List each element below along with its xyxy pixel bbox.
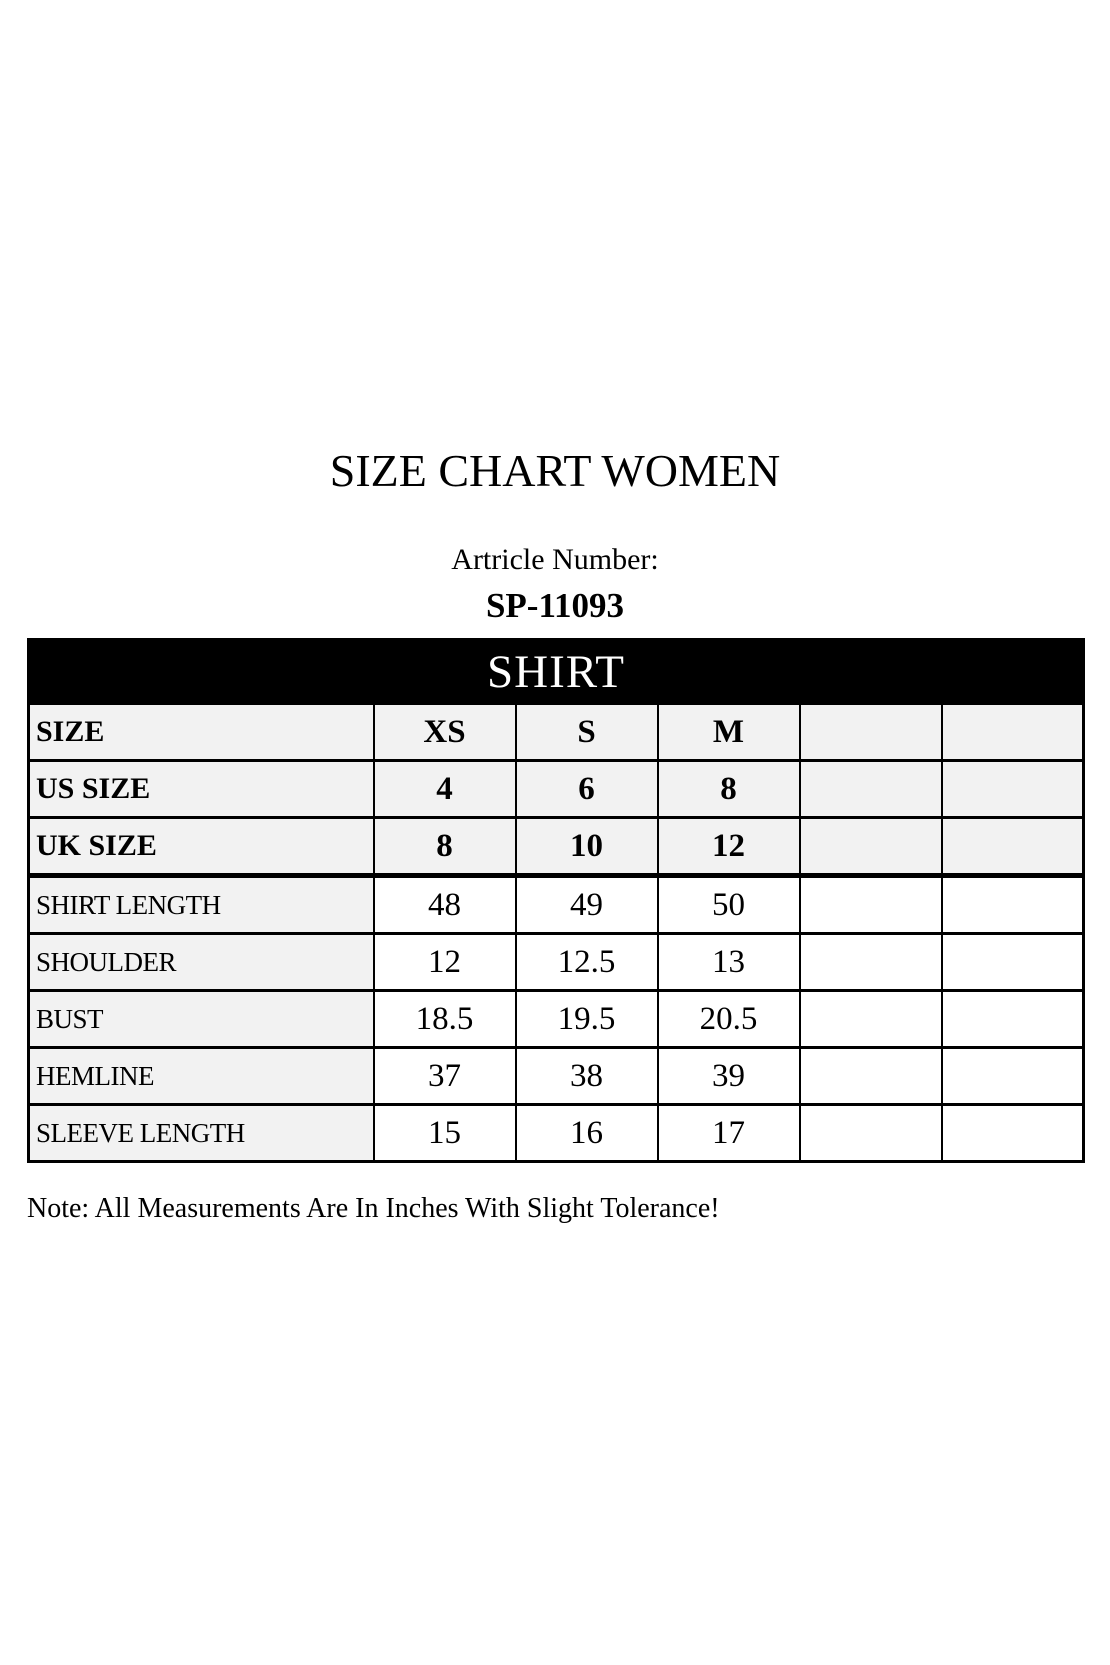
value-cell: M	[658, 704, 800, 761]
empty-cell	[800, 1105, 942, 1162]
table-row-shoulder	[29, 934, 1084, 991]
value-cell: 49	[516, 876, 658, 934]
value-cell: 12	[658, 818, 800, 876]
row-label: SHIRT LENGTH	[29, 876, 374, 934]
row-label: HEMLINE	[29, 1048, 374, 1105]
empty-cell	[800, 761, 942, 818]
size-chart-table	[27, 638, 1085, 1163]
empty-cell	[942, 761, 1084, 818]
value-cell: 8	[658, 761, 800, 818]
empty-cell	[942, 1048, 1084, 1105]
row-label: SIZE	[29, 704, 374, 761]
table-title: SHIRT	[29, 640, 1084, 704]
empty-cell	[942, 1105, 1084, 1162]
value-cell: 38	[516, 1048, 658, 1105]
empty-cell	[800, 991, 942, 1048]
value-cell: 6	[516, 761, 658, 818]
row-label: UK SIZE	[29, 818, 374, 876]
table-row-hemline	[29, 1048, 1084, 1105]
row-label: BUST	[29, 991, 374, 1048]
article-number-value: SP-11093	[485, 586, 625, 625]
table-row-us-size	[29, 761, 1084, 818]
table-row-uk-size	[29, 818, 1084, 876]
value-cell: 13	[658, 934, 800, 991]
table-banner-row	[29, 640, 1084, 704]
value-cell: 20.5	[658, 991, 800, 1048]
table-row-sleeve-length	[29, 1105, 1084, 1162]
value-cell: 12	[374, 934, 516, 991]
value-cell: 50	[658, 876, 800, 934]
empty-cell	[942, 876, 1084, 934]
row-label: US SIZE	[29, 761, 374, 818]
value-cell: 12.5	[516, 934, 658, 991]
value-cell: 10	[516, 818, 658, 876]
empty-cell	[942, 991, 1084, 1048]
value-cell: 15	[374, 1105, 516, 1162]
row-label: SHOULDER	[29, 934, 374, 991]
value-cell: 39	[658, 1048, 800, 1105]
value-cell: 17	[658, 1105, 800, 1162]
value-cell: S	[516, 704, 658, 761]
empty-cell	[800, 704, 942, 761]
article-number-label: Artricle Number:	[451, 543, 659, 576]
value-cell: 48	[374, 876, 516, 934]
value-cell: 19.5	[516, 991, 658, 1048]
row-label: SLEEVE LENGTH	[29, 1105, 374, 1162]
empty-cell	[800, 934, 942, 991]
table-row-shirt-length	[29, 876, 1084, 934]
value-cell: 37	[374, 1048, 516, 1105]
empty-cell	[942, 704, 1084, 761]
value-cell: 16	[516, 1105, 658, 1162]
table-row-bust	[29, 991, 1084, 1048]
page-title: SIZE CHART WOMEN	[329, 445, 781, 496]
measurement-note: Note: All Measurements Are In Inches With Slight Tolerance!	[27, 1193, 720, 1224]
empty-cell	[800, 1048, 942, 1105]
empty-cell	[942, 818, 1084, 876]
table-row-size	[29, 704, 1084, 761]
value-cell: 4	[374, 761, 516, 818]
empty-cell	[942, 934, 1084, 991]
empty-cell	[800, 818, 942, 876]
value-cell: XS	[374, 704, 516, 761]
empty-cell	[800, 876, 942, 934]
value-cell: 8	[374, 818, 516, 876]
value-cell: 18.5	[374, 991, 516, 1048]
